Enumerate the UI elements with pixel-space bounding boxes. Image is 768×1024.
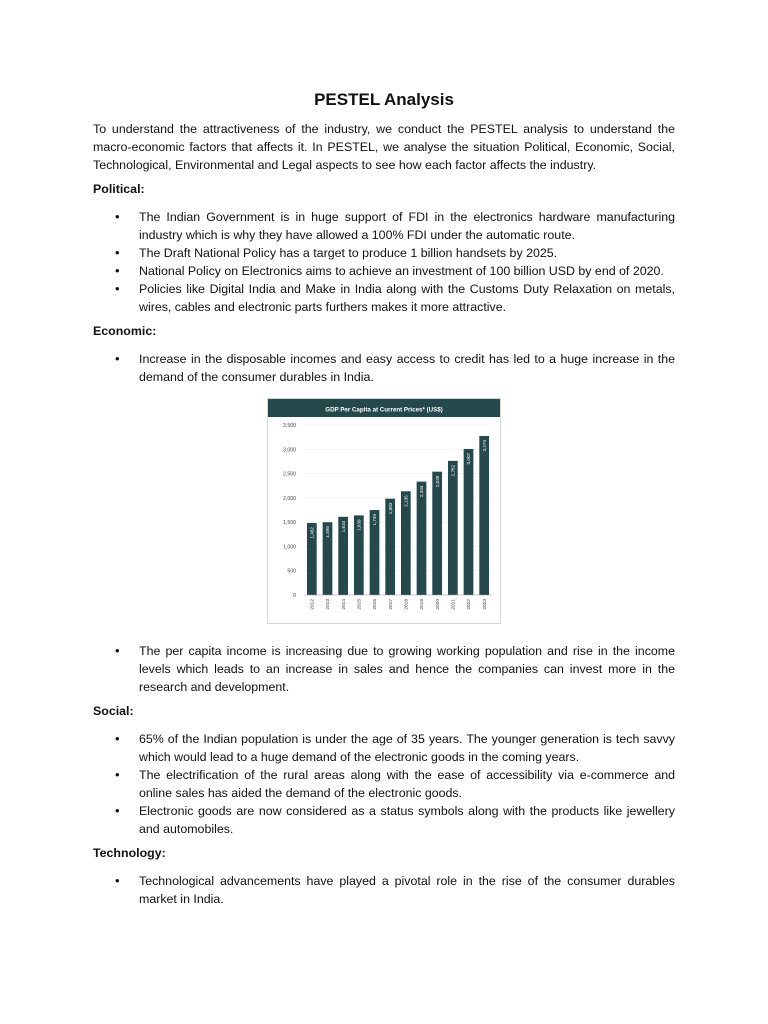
- chart-container: [93, 398, 675, 624]
- bar-value-label: 1,610: [340, 520, 346, 533]
- intro-paragraph: To understand the attractiveness of the industry, we conduct the PESTEL analysis to understand the macro-economic factors that affects it. In PESTEL, we analyse the situation Political, Economic, Social, Technological, Environmental and Legal aspects to see how each factor affects the industry.: [93, 122, 675, 172]
- chart-title: GDP Per Capita at Current Prices* (US$): [325, 406, 443, 414]
- bar-value-label: 2,334: [419, 485, 425, 498]
- y-tick-label: 2,500: [283, 471, 296, 478]
- x-tick-label: 2023: [482, 599, 488, 610]
- bar: [417, 482, 427, 595]
- list-item: • Technological advancements have played a pivotal role in the rise of the consumer durables market in India.: [115, 873, 675, 906]
- technology-heading: Technology:: [93, 846, 166, 860]
- bullet-icon: •: [115, 803, 120, 818]
- bar-value-label: 1,749: [372, 514, 378, 526]
- economic-list-continued: [93, 642, 675, 696]
- technology-list: [93, 872, 675, 908]
- x-tick-label: 2016: [373, 599, 379, 610]
- y-tick-label: 1,500: [283, 520, 296, 527]
- bar: [479, 436, 489, 595]
- y-tick-label: 3,500: [283, 423, 296, 429]
- bullet-icon: •: [115, 263, 120, 278]
- bullet-icon: •: [115, 281, 120, 296]
- bullet-icon: •: [115, 643, 120, 658]
- y-tick-label: 2,000: [283, 495, 296, 502]
- bar-value-label: 3,007: [466, 452, 472, 465]
- economic-heading: Economic:: [93, 324, 157, 338]
- bar-value-label: 3,274: [481, 439, 487, 452]
- bar-value-label: 1,498: [325, 526, 331, 538]
- list-item: • Electronic goods are now considered as a status symbols along with the products like jewellery and automobiles.: [115, 803, 675, 836]
- bar-value-label: 2,539: [434, 475, 440, 488]
- list-item: • Increase in the disposable incomes and easy access to credit has led to a huge increase in the demand of the consumer durables in India.: [115, 351, 675, 384]
- social-list: [93, 730, 675, 838]
- bullet-icon: •: [115, 767, 120, 782]
- bar-value-label: 1,639: [356, 519, 362, 531]
- economic-list: [93, 350, 675, 386]
- bullet-icon: •: [115, 731, 120, 746]
- page-title: PESTEL Analysis: [314, 90, 454, 109]
- bar: [432, 472, 442, 595]
- bullet-icon: •: [115, 351, 120, 366]
- gdp-chart-frame: [267, 398, 501, 624]
- x-tick-label: 2021: [451, 599, 457, 610]
- y-tick-label: 500: [287, 568, 296, 575]
- bar: [448, 461, 458, 595]
- y-tick-label: 0: [293, 593, 296, 599]
- list-item: • The Draft National Policy has a target to produce 1 billion handsets by 2025.: [115, 245, 558, 260]
- bar-value-label: 2,762: [450, 464, 456, 477]
- social-heading: Social:: [93, 704, 134, 718]
- list-item: • Policies like Digital India and Make in India along with the Customs Duty Relaxation on metals, wires, cables and electronic parts furthers makes it more attractive.: [115, 281, 675, 314]
- list-item: • 65% of the Indian population is under the age of 35 years. The younger generation is tech savvy which would lead to a huge demand of the electronic goods in the coming years.: [115, 731, 675, 764]
- x-tick-label: 2012: [310, 599, 316, 610]
- y-tick-label: 1,000: [283, 544, 296, 551]
- list-item: • The per capita income is increasing due to growing working population and rise in the income levels which leads to an increase in sales and hence the companies can invest more in the research and development.: [115, 643, 675, 694]
- x-tick-label: 2017: [388, 599, 394, 610]
- x-tick-label: 2014: [341, 599, 347, 610]
- document-body: [93, 88, 675, 914]
- list-item: • National Policy on Electronics aims to achieve an investment of 100 billion USD by end of 2020.: [115, 263, 664, 278]
- x-tick-label: 2018: [404, 599, 410, 610]
- political-heading: Political:: [93, 182, 145, 196]
- list-item: • The Indian Government is in huge support of FDI in the electronics hardware manufacturing industry which is why they have allowed a 100% FDI under the automatic route.: [115, 209, 675, 242]
- x-tick-label: 2013: [326, 599, 332, 610]
- bar-value-label: 2,135: [403, 495, 409, 507]
- x-tick-label: 2019: [420, 599, 426, 610]
- x-tick-label: 2020: [435, 599, 441, 610]
- bullet-icon: •: [115, 245, 120, 260]
- bar: [464, 449, 474, 595]
- bar-value-label: 1,983: [387, 502, 393, 515]
- bar-value-label: 1,482: [309, 527, 315, 539]
- x-tick-label: 2022: [467, 599, 473, 610]
- x-tick-label: 2015: [357, 599, 363, 610]
- gdp-per-capita-chart: [268, 399, 500, 623]
- political-list: [93, 208, 675, 316]
- bullet-icon: •: [115, 209, 120, 224]
- list-item: • The electrification of the rural areas along with the ease of accessibility via e-commerce and online sales has aided the demand of the electronic goods.: [115, 767, 675, 800]
- y-tick-label: 3,000: [283, 447, 296, 454]
- bullet-icon: •: [115, 873, 120, 888]
